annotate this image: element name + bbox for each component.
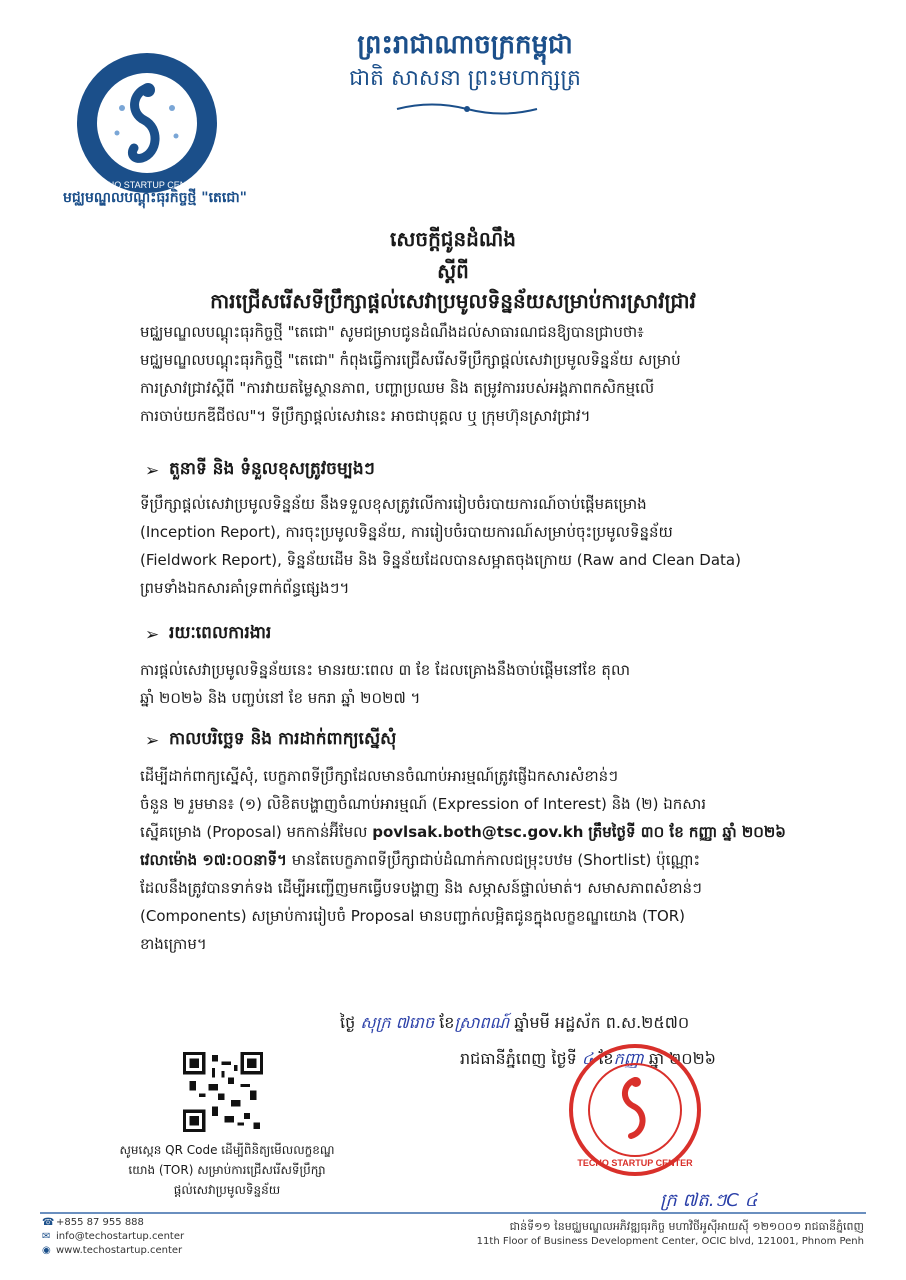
phone-icon: ☎ [42,1217,55,1228]
intro-line: ការចាប់យកឌីជីថល"។ ទីប្រឹក្សាផ្តល់សេវានេះ អាចជាបុគ្គល ឬ ក្រុមហ៊ុនស្រាវជ្រាវ។ [140,407,591,425]
section-heading-responsibilities: ➢ តួនាទី និង ទំនួលខុសត្រូវចម្បងៗ [145,459,375,481]
intro-line: មជ្ឈមណ្ឌលបណ្ដុះធុរកិច្ចថ្មី "តេជោ" កំពុងធ្វើការជ្រើសរើសទីប្រឹក្សាផ្តល់សេវាប្រមូលទិន្នន័យ សម្រាប់ [140,351,681,369]
intro-line: មជ្ឈមណ្ឌលបណ្ដុះធុរកិច្ចថ្មី "តេជោ" សូមជម្រាបជូនដំណឹងដល់សាធារណជនឱ្យបានជ្រាបថា៖ [140,323,644,341]
national-motto: ជាតិ សាសនា ព្រះមហាក្សត្រ [349,66,581,91]
footer-address-en: 11th Floor of Business Development Center, OCIC blvd, 121001, Phnom Penh [476,1236,864,1247]
tor-qr-code[interactable] [183,1052,263,1132]
official-stamp [565,1040,705,1180]
handwritten-mark: ក្រ ៧ត.ៗC ៤ [660,1190,758,1211]
footer-email[interactable]: ✉ info@techostartup.center [42,1231,185,1242]
kingdom-title: ព្រះរាជាណាចក្រកម្ពុជា [357,30,573,60]
arrow-bullet-icon: ➢ [145,730,160,751]
application-paragraph: ដើម្បីដាក់ពាក្យស្នើសុំ, បេក្ខភាពទីប្រឹក្សាដែលមានចំណាប់អារម្មណ៍ត្រូវផ្ញើឯកសារសំខាន់ៗ ចំនួន ២ រួមមាន៖ (១) លិខិតបង្ហាញចំណាប់អារម្មណ៍ (Expression of Interest) និង (២) ឯកសារ ស្នើគម្រោង (Proposal) មកកាន់អ៊ីមែល povlsak.both@tsc.gov.kh ត្រឹមថ្ងៃទី ៣០ ខែ កញ្ញា ឆ្នាំ ២០២៦ វេលាម៉ោង ១៧:០០នាទី។ មានតែបេក្ខភាពទីប្រឹក្សាជាប់ដំណាក់កាលជម្រុះបឋម (Shortlist) ប៉ុណ្ណោះ ដែលនឹងត្រូវបានទាក់ទង ដើម្បីអញ្ជើញមកធ្វើបទបង្ហាញ និង សម្ភាសន៍ផ្ទាល់មាត់។ សមាសភាពសំខាន់ៗ (Components) សម្រាប់ការរៀបចំ Proposal មានបញ្ជាក់លម្អិតជូនក្នុងលក្ខខណ្ឌយោង (TOR) ខាងក្រោម។ [140,767,786,953]
announcement-regarding: ស្តីពី [437,259,469,283]
intro-line: ការស្រាវជ្រាវស្តីពី "ការវាយតម្លៃស្ថានភាព, បញ្ហាប្រឈម និង តម្រូវការរបស់អង្គភាពកសិកម្មលើ [140,379,655,397]
footer-divider [40,1212,866,1214]
logo-text-en: TECHO STARTUP CENTER [89,180,205,190]
footer-address-kh: ជាន់ទី១១ នៃមជ្ឈមណ្ឌលអភិវឌ្ឍធុរកិច្ច មហាវិថីអូស៊ីអាយស៊ី ១២១០០១ រាជធានីភ្នំពេញ [509,1220,864,1233]
arrow-bullet-icon: ➢ [145,624,160,645]
org-caption: មជ្ឈមណ្ឌលបណ្ដុះធុរកិច្ចថ្មី "តេជោ" [63,190,247,206]
ornament-divider [392,100,542,118]
application-time: វេលាម៉ោង ១៧:០០នាទី។ [140,851,287,869]
email-icon: ✉ [42,1231,51,1242]
application-deadline: ត្រឹមថ្ងៃទី ៣០ ខែ កញ្ញា ឆ្នាំ ២០២៦ [588,823,786,841]
stamp-text: TECHO STARTUP CENTER [577,1158,693,1168]
lunar-date-line: ថ្ងៃ សុក្រ ៧រោច ខែស្រាពណ៍ ឆ្នាំមមី អដ្ឋស័ក ព.ស.២៥៧០ [340,1013,690,1032]
arrow-bullet-icon: ➢ [145,460,160,481]
section-heading-application: ➢ កាលបរិច្ឆេទ និង ការដាក់ពាក្យស្នើសុំ [145,729,397,751]
intro-paragraph [140,318,830,430]
footer-website[interactable]: ◉ www.techostartup.center [42,1245,183,1256]
footer-phone: ☎ +855 87 955 888 [42,1217,144,1228]
section-heading-duration: ➢ រយៈពេលការងារ [145,623,272,645]
techo-startup-logo [72,48,222,198]
application-email-link[interactable]: povlsak.both@tsc.gov.kh [372,823,584,841]
solar-date-line: រាជធានីភ្នំពេញ ថ្ងៃទី ៤ ខែកញ្ញា ឆ្នាំ ២០២៦ [460,1049,717,1068]
announcement-title: សេចក្តីជូនដំណឹង [390,227,516,251]
responsibilities-paragraph: ទីប្រឹក្សាផ្តល់សេវាប្រមូលទិន្នន័យ នឹងទទួលខុសត្រូវលើការរៀបចំរបាយការណ៍ចាប់ផ្តើមគម្រោង (Inception Report), ការចុះប្រមូលទិន្នន័យ, ការរៀបចំរបាយការណ៍សម្រាប់ចុះប្រមូលទិន្នន័យ (Fieldwork Report), ទិន្នន័យដើម និង ទិន្នន័យដែលបានសម្អាតចុងក្រោយ (Raw and Clean Data) ព្រមទាំងឯកសារគាំទ្រពាក់ព័ន្ធផ្សេងៗ។ [140,495,741,597]
announcement-subject: ការជ្រើសរើសទីប្រឹក្សាផ្តល់សេវាប្រមូលទិន្នន័យសម្រាប់ការស្រាវជ្រាវ [210,289,696,313]
qr-caption: សូមស្កេន QR Code ដើម្បីពិនិត្យមើលលក្ខខណ្ឌ យោង (TOR) សម្រាប់ការជ្រើសរើសទីប្រឹក្សា ផ្តល់សេវាប្រមូលទិន្នន័យ [119,1143,335,1197]
globe-icon: ◉ [42,1245,51,1256]
duration-paragraph: ការផ្តល់សេវាប្រមូលទិន្នន័យនេះ មានរយៈពេល ៣ ខែ ដែលគ្រោងនឹងចាប់ផ្តើមនៅខែ តុលា ឆ្នាំ ២០២៦ និង បញ្ចប់នៅ ខែ មករា ឆ្នាំ ២០២៧ ។ [140,661,630,707]
